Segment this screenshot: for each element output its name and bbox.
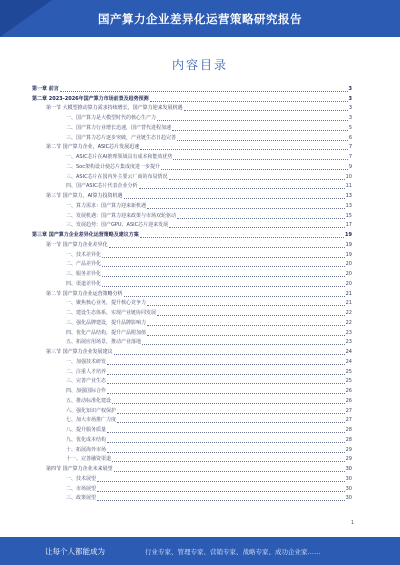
toc-entry-label: 一、聚焦核心业务，提升核心竞争力 bbox=[66, 300, 147, 307]
report-title: 国产算力企业差异化运营策略研究报告 bbox=[98, 12, 302, 26]
toc-leader-dots bbox=[177, 139, 348, 141]
toc-leader-dots bbox=[117, 421, 345, 423]
footer-tagline: 行业专家、管理专家、营销专家、战略专家、成功企业家…… bbox=[145, 548, 321, 556]
toc-entry-label: 十、拓展海外市场 bbox=[66, 446, 107, 453]
toc-entry-page: 10 bbox=[345, 173, 352, 180]
toc-leader-dots bbox=[102, 256, 345, 258]
toc-entry-page: 29 bbox=[345, 456, 352, 463]
toc-entry-label: 四、优化产品结构，提升产品附加值 bbox=[66, 329, 147, 336]
toc-entry[interactable] bbox=[32, 104, 352, 114]
toc-leader-dots bbox=[124, 197, 345, 199]
toc-leader-dots bbox=[102, 265, 345, 267]
toc-entry-label: 三、强化品牌建设，提升品牌影响力 bbox=[66, 319, 147, 326]
toc-entry-label: 一、技术展望 bbox=[66, 475, 97, 482]
toc-leader-dots bbox=[97, 499, 345, 501]
toc-leader-dots bbox=[107, 441, 345, 443]
toc-entry-label: 二、注重人才培养 bbox=[66, 368, 107, 375]
toc-entry[interactable] bbox=[32, 221, 352, 231]
toc-leader-dots bbox=[109, 246, 345, 248]
toc-entry-page: 19 bbox=[345, 232, 352, 238]
toc-entry-page: 25 bbox=[345, 368, 352, 375]
toc-entry-page: 11 bbox=[345, 183, 352, 190]
toc-leader-dots bbox=[140, 148, 348, 150]
toc-entry-page: 30 bbox=[345, 475, 352, 482]
toc-entry[interactable] bbox=[32, 289, 352, 299]
toc-leader-dots bbox=[107, 451, 345, 453]
toc-entry-page: 20 bbox=[345, 261, 352, 268]
toc-entry-label: 第一节 大模型推动算力需求持续增长，国产算力迎来发展机遇 bbox=[46, 105, 183, 112]
toc-entry-page: 7 bbox=[348, 144, 352, 151]
toc-entry-label: 八、提升服务质量 bbox=[66, 427, 107, 433]
toc-entry-label: 四、国产ASIC芯片代表企业分析 bbox=[66, 183, 138, 190]
toc-entry[interactable] bbox=[32, 425, 352, 435]
toc-entry-label: 第四节 国产算力企业未来展望 bbox=[46, 466, 113, 472]
toc-entry-page: 26 bbox=[345, 397, 352, 404]
toc-entry[interactable] bbox=[32, 338, 352, 348]
toc-entry[interactable] bbox=[32, 328, 352, 338]
toc-leader-dots bbox=[157, 119, 348, 121]
toc-leader-dots bbox=[117, 412, 345, 414]
toc-entry-label: 三、ASIC芯片在国内外主要云厂商的布局情况 bbox=[66, 173, 168, 180]
toc-entry[interactable] bbox=[32, 191, 352, 201]
toc-entry-page: 27 bbox=[345, 407, 352, 414]
toc-leader-dots bbox=[147, 304, 345, 306]
toc-entry[interactable] bbox=[32, 269, 352, 279]
toc-entry-page: 21 bbox=[345, 300, 352, 307]
toc-entry-label: 五、推动标准化建设 bbox=[66, 397, 112, 404]
toc-entry-page: 3 bbox=[348, 85, 352, 92]
toc-entry[interactable] bbox=[32, 201, 352, 211]
toc-entry[interactable] bbox=[32, 123, 352, 133]
toc-entry[interactable] bbox=[32, 435, 352, 445]
toc-entry[interactable] bbox=[32, 84, 352, 94]
toc-leader-dots bbox=[169, 178, 345, 180]
toc-entry-page: 3 bbox=[348, 115, 352, 121]
toc-leader-dots bbox=[112, 402, 345, 404]
toc-entry-label: 三、服务差异化 bbox=[66, 271, 102, 277]
toc-entry[interactable] bbox=[32, 386, 352, 396]
toc-heading: 内容目录 bbox=[171, 58, 228, 72]
toc-entry[interactable] bbox=[32, 143, 352, 153]
toc-entry-label: 三、完善产业生态 bbox=[66, 378, 107, 385]
toc-entry-page: 22 bbox=[345, 319, 352, 326]
toc-leader-dots bbox=[60, 90, 348, 92]
toc-entry-label: 二、Soc架构设计使芯片集成度进一步提升 bbox=[66, 163, 160, 170]
toc-leader-dots bbox=[147, 324, 345, 326]
toc-entry[interactable] bbox=[32, 318, 352, 328]
toc-entry[interactable] bbox=[32, 474, 352, 484]
toc-entry-label: 一、技术差异化 bbox=[66, 251, 102, 258]
toc-entry-page: 20 bbox=[345, 271, 352, 277]
toc-entry[interactable] bbox=[32, 250, 352, 260]
toc-entry[interactable] bbox=[32, 455, 352, 465]
toc-entry-label: 第一章 前言 bbox=[32, 85, 59, 92]
toc-entry-page: 26 bbox=[345, 388, 352, 394]
toc-entry[interactable] bbox=[32, 484, 352, 494]
toc-entry-page: 30 bbox=[345, 485, 352, 492]
toc-entry-label: 一、ASIC芯片在AI推理领域具有成本和能效优势 bbox=[66, 154, 173, 160]
toc-entry[interactable] bbox=[32, 357, 352, 367]
toc-entry-label: 四、渠道差异化 bbox=[66, 280, 102, 287]
toc-entry-page: 30 bbox=[345, 466, 352, 472]
toc-entry[interactable] bbox=[32, 416, 352, 426]
report-header bbox=[0, 0, 400, 37]
toc-entry-label: 六、强化知识产权保护 bbox=[66, 407, 117, 414]
toc-entry[interactable] bbox=[32, 230, 352, 240]
toc-entry-label: 七、加大市场推广力度 bbox=[66, 417, 117, 424]
toc-entry[interactable] bbox=[32, 133, 352, 143]
toc-entry-page: 9 bbox=[348, 163, 352, 170]
toc-entry-page: 24 bbox=[345, 349, 352, 355]
toc-entry-label: 第三节 国产算力，AI算力投资机遇 bbox=[46, 193, 123, 199]
toc-entry-label: 第二节 国产算力企业运营策略分析 bbox=[46, 290, 123, 297]
toc-entry[interactable] bbox=[32, 260, 352, 270]
toc-leader-dots bbox=[161, 168, 348, 170]
toc-leader-dots bbox=[97, 480, 345, 482]
page-number: 1 bbox=[350, 520, 354, 526]
toc-entry-label: 一、国产算力是大模型时代的核心生产力 bbox=[66, 115, 157, 121]
toc-entry-label: 三、政策展望 bbox=[66, 495, 97, 502]
toc-entry[interactable] bbox=[32, 396, 352, 406]
toc-entry-page: 20 bbox=[345, 280, 352, 287]
toc-entry-page: 30 bbox=[345, 495, 352, 502]
toc-entry[interactable] bbox=[32, 113, 352, 123]
toc-entry-label: 第一节 国产算力企业差异化 bbox=[46, 241, 108, 248]
toc-entry-label: 二、市场展望 bbox=[66, 485, 97, 492]
toc-entry[interactable] bbox=[32, 279, 352, 289]
toc-leader-dots bbox=[169, 226, 345, 228]
toc-entry-page: 15 bbox=[345, 212, 352, 219]
toc-entry-page: 22 bbox=[345, 310, 352, 316]
toc-entry-label: 三、国产算力芯片逐步突破，产业链生态日趋完善 bbox=[66, 134, 177, 141]
toc-entry-page: 27 bbox=[345, 417, 352, 424]
toc-leader-dots bbox=[107, 373, 345, 375]
toc-entry-label: 第三节 国产算力企业发展建议 bbox=[46, 349, 113, 355]
toc-leader-dots bbox=[173, 158, 347, 160]
toc-entry-label: 九、优化成本结构 bbox=[66, 436, 107, 443]
toc-leader-dots bbox=[102, 275, 345, 277]
footer-banner bbox=[0, 537, 400, 565]
toc-entry[interactable] bbox=[32, 347, 352, 357]
toc-entry[interactable] bbox=[32, 406, 352, 416]
toc-entry-page: 17 bbox=[345, 222, 352, 229]
toc-entry-label: 十一、完善融资渠道 bbox=[66, 456, 112, 463]
toc-entry-label: 五、拓展应用场景，推动产业落地 bbox=[66, 339, 142, 346]
toc-leader-dots bbox=[172, 129, 348, 131]
toc-leader-dots bbox=[97, 490, 345, 492]
toc-leader-dots bbox=[184, 109, 348, 111]
toc-entry-page: 21 bbox=[345, 290, 352, 297]
toc-leader-dots bbox=[107, 392, 345, 394]
toc-entry-page: 13 bbox=[345, 202, 352, 209]
toc-leader-dots bbox=[147, 334, 345, 336]
toc-entry[interactable] bbox=[32, 240, 352, 250]
toc-entry-label: 第二章 2023-2026年国产算力市场前景及趋势预测 bbox=[32, 95, 149, 102]
toc-leader-dots bbox=[102, 285, 345, 287]
toc-leader-dots bbox=[107, 382, 345, 384]
toc-leader-dots bbox=[112, 460, 345, 462]
toc-entry[interactable] bbox=[32, 162, 352, 172]
toc-entry-label: 三、发展趋势：国产GPU、ASIC芯片迎来发展 bbox=[66, 222, 169, 229]
toc-entry-page: 19 bbox=[345, 241, 352, 248]
footer-slogan: 让每个人都能成为 bbox=[45, 547, 105, 556]
toc-entry-page: 23 bbox=[345, 329, 352, 336]
toc-entry-page: 28 bbox=[345, 427, 352, 433]
toc-entry[interactable] bbox=[32, 152, 352, 162]
toc-entry[interactable] bbox=[32, 308, 352, 318]
table-of-contents bbox=[32, 84, 352, 503]
toc-entry-page: 25 bbox=[345, 378, 352, 385]
toc-entry[interactable] bbox=[32, 445, 352, 455]
toc-leader-dots bbox=[114, 353, 345, 355]
toc-entry-page: 23 bbox=[345, 339, 352, 346]
toc-entry-page: 24 bbox=[345, 358, 352, 365]
toc-entry-label: 二、国产算力行业增长迅速，国产替代进程加速 bbox=[66, 124, 172, 131]
toc-entry-page: 19 bbox=[345, 251, 352, 258]
toc-leader-dots bbox=[107, 363, 345, 365]
toc-entry-label: 第二节 国产算力企业，ASIC芯片发展迅速 bbox=[46, 144, 140, 151]
toc-entry-page: 29 bbox=[345, 446, 352, 453]
toc-entry-page: 3 bbox=[348, 95, 352, 102]
toc-entry-page: 13 bbox=[345, 193, 352, 199]
toc-leader-dots bbox=[114, 470, 345, 472]
toc-entry[interactable] bbox=[32, 299, 352, 309]
toc-leader-dots bbox=[107, 431, 345, 433]
toc-entry-page: 7 bbox=[348, 154, 352, 160]
toc-leader-dots bbox=[140, 236, 344, 238]
toc-leader-dots bbox=[139, 187, 345, 189]
toc-leader-dots bbox=[157, 314, 345, 316]
toc-entry-label: 一、加强技术研发 bbox=[66, 358, 107, 365]
toc-entry[interactable] bbox=[32, 494, 352, 504]
toc-entry-label: 四、加强国际合作 bbox=[66, 388, 107, 394]
toc-leader-dots bbox=[150, 100, 348, 102]
toc-leader-dots bbox=[142, 343, 345, 345]
toc-entry[interactable] bbox=[32, 367, 352, 377]
toc-entry[interactable] bbox=[32, 94, 352, 104]
toc-entry-label: 二、发展机遇：国产算力迎来政策与市场双轮驱动 bbox=[66, 212, 177, 219]
toc-entry[interactable] bbox=[32, 182, 352, 192]
toc-entry-page: 28 bbox=[345, 436, 352, 443]
toc-leader-dots bbox=[177, 217, 345, 219]
toc-entry[interactable] bbox=[32, 172, 352, 182]
toc-entry-label: 二、产品差异化 bbox=[66, 261, 102, 268]
toc-entry[interactable] bbox=[32, 211, 352, 221]
toc-entry-page: 3 bbox=[348, 105, 352, 112]
toc-entry-page: 5 bbox=[348, 124, 352, 131]
toc-entry-label: 一、算力需求：国产算力迎来新机遇 bbox=[66, 202, 147, 209]
toc-entry-label: 第三章 国产算力企业差异化运营策略及建议方案 bbox=[32, 232, 139, 238]
toc-entry[interactable] bbox=[32, 464, 352, 474]
toc-entry-label: 二、建设生态体系，实现产业链协同发展 bbox=[66, 310, 157, 316]
toc-entry-page: 6 bbox=[348, 134, 352, 141]
toc-leader-dots bbox=[147, 207, 345, 209]
toc-entry[interactable] bbox=[32, 377, 352, 387]
toc-leader-dots bbox=[124, 295, 345, 297]
